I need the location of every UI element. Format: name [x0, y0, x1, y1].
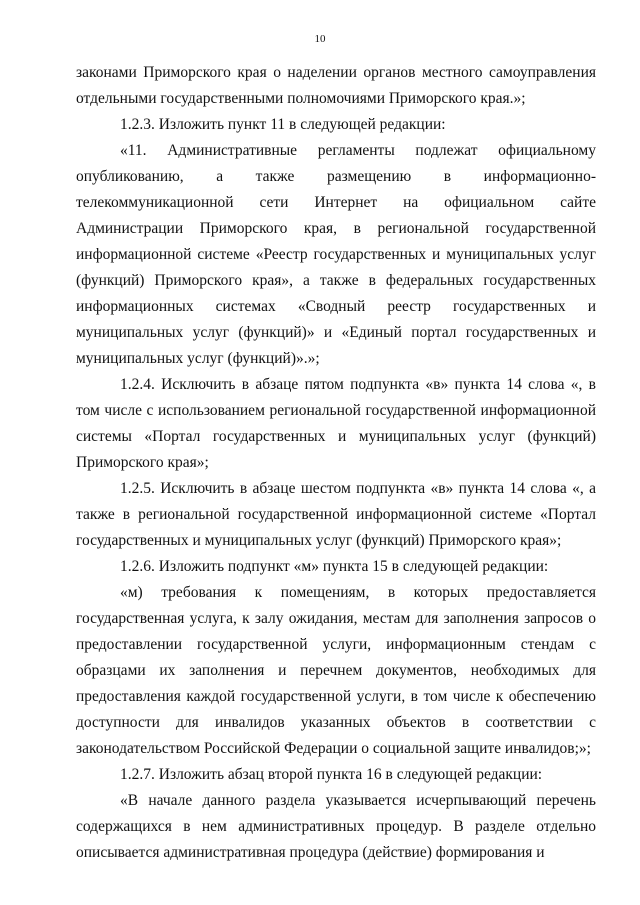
paragraph-continuation: законами Приморского края о наделении органов местного самоуправления отдельными государственными полномочиями Приморского края.»;	[76, 64, 596, 107]
paragraph-1-2-3: 1.2.3. Изложить пункт 11 в следующей редакции:	[120, 116, 446, 133]
paragraph-quote-m: «м) требования к помещениям, в которых предоставляется государственная услуга, к залу ожидания, местам для заполнения запросов о предоставлении государственной услуги, информационным стендам с образцами их заполнения и перечнем документов, необходимых для предоставления каждой государственной услуги, в том числе к обеспечению доступности для инвалидов указанных объектов в соответствии с законодательством Российской Федерации о социальной защите инвалидов;»;	[76, 584, 596, 757]
document-body	[76, 60, 596, 866]
paragraph-1-2-5: 1.2.5. Исключить в абзаце шестом подпункта «в» пункта 14 слова «, а также в региональной государственной информационной системе «Портал государственных и муниципальных услуг (функций) Приморского края»;	[76, 480, 596, 549]
paragraph-quote-11: «11. Административные регламенты подлежат официальному опубликованию, а также размещению в информационно-телекоммуникационной сети Интернет на официальном сайте Администрации Приморского края, в региональной государственной информационной системе «Реестр государственных и муниципальных услуг (функций) Приморского края», а также в федеральных государственных информационных системах «Сводный реестр государственных и муниципальных услуг (функций)» и «Единый портал государственных и муниципальных услуг (функций)».»;	[76, 142, 596, 367]
paragraph-1-2-7: 1.2.7. Изложить абзац второй пункта 16 в следующей редакции:	[120, 766, 543, 783]
paragraph-1-2-4: 1.2.4. Исключить в абзаце пятом подпункта «в» пункта 14 слова «, в том числе с использованием региональной государственной информационной системы «Портал государственных и муниципальных услуг (функций) Приморского края»;	[76, 376, 596, 471]
paragraph-quote-16: «В начале данного раздела указывается исчерпывающий перечень содержащихся в нем административных процедур. В разделе отдельно описывается административная процедура (действие) формирования и	[76, 792, 596, 861]
page-number: 10	[314, 33, 326, 45]
paragraph-1-2-6: 1.2.6. Изложить подпункт «м» пункта 15 в следующей редакции:	[120, 558, 549, 575]
